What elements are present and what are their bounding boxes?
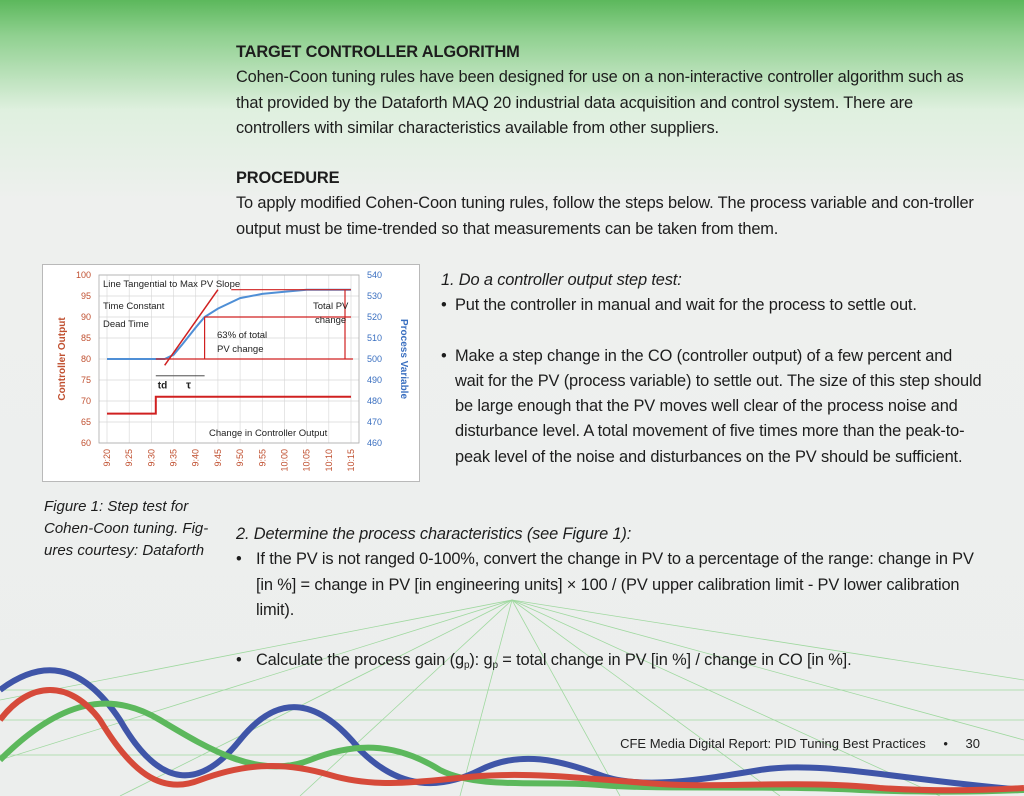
section-body: Cohen-Coon tuning rules have been designed for use on a non-interactive controller algorithm such as that provided by the Dataforth MAQ 20 industrial data acquisition and control system. There are controllers with similar characteristics available from other suppliers. bbox=[236, 68, 964, 137]
y-tick-label: 65 bbox=[80, 417, 91, 427]
x-tick-label: 10:05 bbox=[301, 449, 312, 472]
annotation-label: Time Constant bbox=[103, 301, 165, 312]
annotation-label: Change in Controller Output bbox=[209, 428, 328, 439]
footer-text: CFE Media Digital Report: PID Tuning Best Practices bbox=[620, 736, 926, 751]
tau-label: τ bbox=[186, 379, 191, 392]
y2-tick-label: 530 bbox=[367, 291, 383, 301]
y2-tick-label: 510 bbox=[367, 333, 383, 343]
y2-tick-label: 500 bbox=[367, 354, 383, 364]
annotation-label: change bbox=[315, 315, 347, 326]
step-title: 2. Determine the process characteristics (see Figure 1): bbox=[236, 525, 632, 543]
annotation-label: Total PV bbox=[313, 301, 349, 312]
y2-tick-label: 540 bbox=[367, 270, 383, 280]
page-footer bbox=[620, 736, 980, 751]
section-heading: TARGET CONTROLLER ALGORITHM bbox=[236, 43, 520, 61]
x-tick-label: 10:00 bbox=[279, 449, 290, 472]
y-tick-label: 95 bbox=[80, 291, 91, 301]
tangent-line bbox=[165, 290, 218, 366]
y-tick-label: 75 bbox=[80, 375, 91, 385]
bullet-item: • If the PV is not ranged 0-100%, convert the change in PV to a percentage of the range: change in PV [in %] = change in PV [in engineering units] × 100 / (PV upper calibration limit - PV lower calibration limit). bbox=[236, 547, 984, 623]
y2-tick-label: 480 bbox=[367, 396, 383, 406]
figure-caption: Figure 1: Step test for Cohen-Coon tuning. Fig-ures courtesy: Dataforth bbox=[44, 498, 209, 559]
y-tick-label: 80 bbox=[80, 354, 91, 364]
annotation-label: 63% of total bbox=[217, 330, 268, 341]
y2-tick-label: 460 bbox=[367, 438, 383, 448]
x-tick-label: 9:45 bbox=[212, 449, 223, 467]
bullet-item: • Put the controller in manual and wait for the process to settle out. bbox=[441, 293, 984, 318]
x-tick-label: 9:50 bbox=[235, 449, 246, 467]
annotation-label: PV change bbox=[217, 344, 264, 355]
page-number: 30 bbox=[965, 736, 980, 751]
bullet-item: • Calculate the process gain $(g_p)$: $g_p$ = total change in PV [in %] / change in CO [in %]. bbox=[236, 648, 984, 678]
footer-separator: • bbox=[943, 736, 948, 751]
y2-tick-label: 470 bbox=[367, 417, 383, 427]
x-tick-label: 9:55 bbox=[257, 449, 268, 467]
bullet-item: • Make a step change in the CO (controller output) of a few percent and wait for the PV (process variable) to settle out. The size of this step should be large enough that the PV moves well clear of the process noise and disturbance level. A total movement of five times more than the peak-to-peak level of the noise and disturbances on the PV should be sufficient. bbox=[441, 344, 984, 470]
x-tick-label: 10:10 bbox=[323, 449, 334, 472]
x-tick-label: 10:15 bbox=[346, 449, 356, 472]
x-tick-label: 9:25 bbox=[124, 449, 135, 467]
x-tick-label: 9:40 bbox=[190, 449, 201, 467]
x-tick-label: 9:20 bbox=[102, 449, 112, 467]
y2-tick-label: 520 bbox=[367, 312, 383, 322]
y-tick-label: 90 bbox=[80, 312, 91, 322]
y-axis-label: Controller Output bbox=[57, 317, 68, 401]
y2-tick-label: 490 bbox=[367, 375, 383, 385]
y-tick-label: 70 bbox=[80, 396, 91, 406]
x-tick-label: 9:30 bbox=[146, 449, 157, 467]
step-test-figure bbox=[42, 264, 420, 482]
target-controller-section bbox=[236, 40, 984, 242]
td-label: td bbox=[157, 380, 168, 392]
y-tick-label: 85 bbox=[80, 333, 91, 343]
step2-section bbox=[236, 522, 984, 678]
section-body: To apply modified Cohen-Coon tuning rules, follow the steps below. The process variable and con-troller output must be time-trended so that measurements can be taken from them. bbox=[236, 194, 974, 238]
y2-axis-label: Process Variable bbox=[398, 318, 409, 400]
annotation-label: Line Tangential to Max PV Slope bbox=[103, 279, 241, 290]
y-tick-label: 60 bbox=[80, 438, 91, 448]
step-test-chart bbox=[43, 265, 419, 481]
annotation-label: Dead Time bbox=[103, 319, 149, 330]
step-title: 1. Do a controller output step test: bbox=[441, 271, 682, 289]
step1-section bbox=[441, 268, 984, 470]
co-series-line bbox=[107, 397, 351, 414]
y-tick-label: 100 bbox=[75, 270, 91, 280]
x-tick-label: 9:35 bbox=[168, 449, 179, 467]
section-heading: PROCEDURE bbox=[236, 169, 340, 188]
